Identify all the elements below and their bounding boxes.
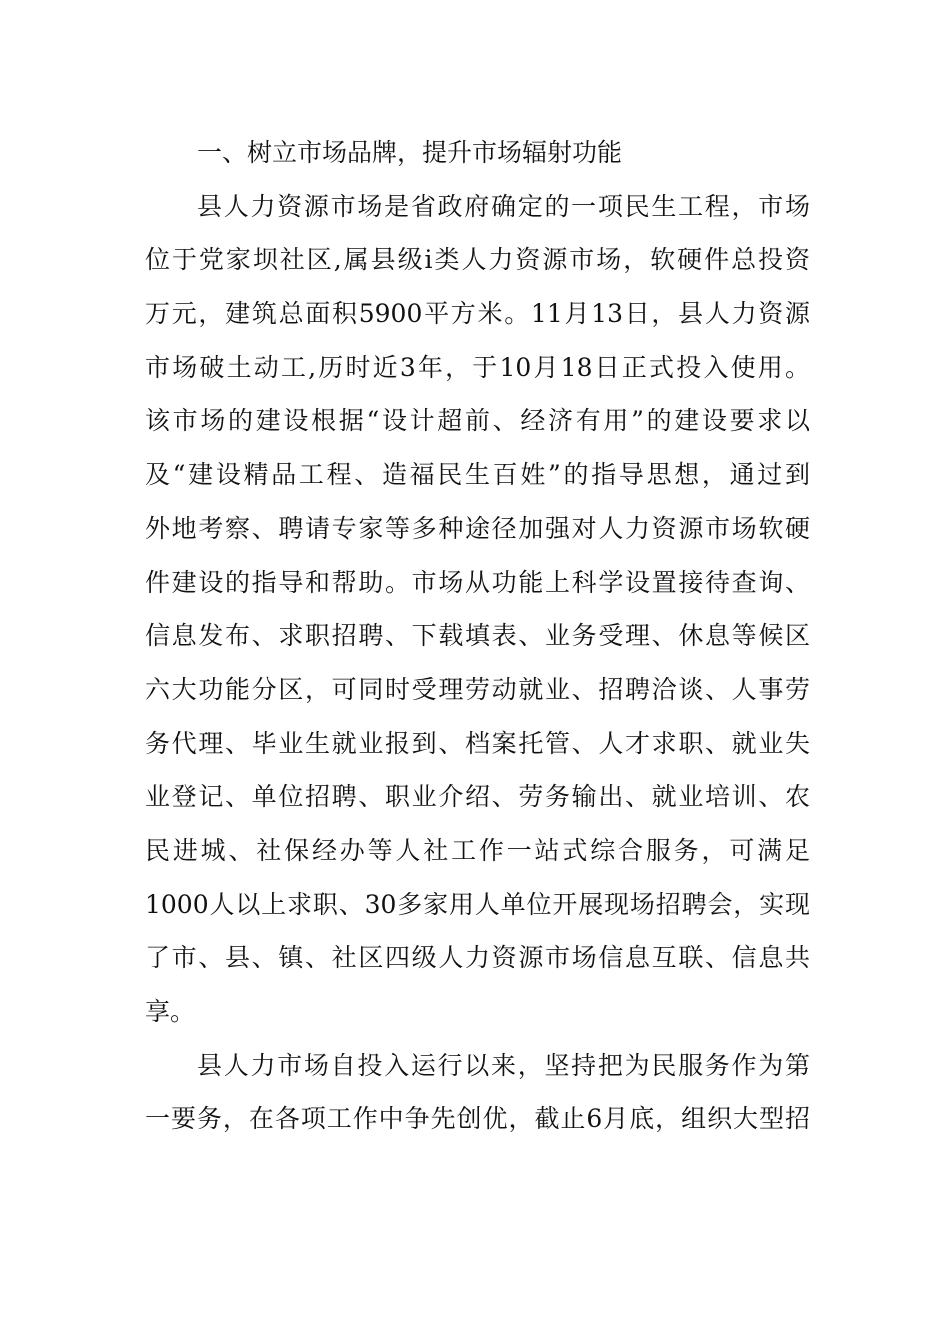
document-body xyxy=(145,126,810,1146)
paragraph-line: 及“建设精品工程、造福民生百姓”的指导思想，通过到 xyxy=(145,460,810,490)
paragraph-line: 六大功能分区，可同时受理劳动就业、招聘洽谈、人事劳 xyxy=(145,674,810,704)
section-heading: 一、树立市场品牌，提升市场辐射功能 xyxy=(197,138,623,167)
paragraph-line: 该市场的建设根据“设计超前、经济有用”的建设要求以 xyxy=(145,406,810,436)
paragraph-line: 享。 xyxy=(145,997,196,1026)
paragraph-line: 1000人以上求职、30多家用人单位开展现场招聘会，实现 xyxy=(145,889,810,919)
paragraph-line: 了市、县、镇、社区四级人力资源市场信息互联、信息共 xyxy=(145,943,810,973)
paragraph-line: 业登记、单位招聘、职业介绍、劳务输出、就业培训、农 xyxy=(145,782,810,812)
paragraph-line: 外地考察、聘请专家等多种途径加强对人力资源市场软硬 xyxy=(145,513,810,543)
paragraph-line: 县人力市场自投入运行以来，坚持把为民服务作为第 xyxy=(197,1050,810,1080)
paragraph-line: 位于党家坝社区,属县级ⅰ类人力资源市场，软硬件总投资 xyxy=(145,245,810,275)
paragraph-line: 信息发布、求职招聘、下载填表、业务受理、休息等候区 xyxy=(145,621,810,651)
paragraph-line: 务代理、毕业生就业报到、档案托管、人才求职、就业失 xyxy=(145,728,810,758)
paragraph-line: 民进城、社保经办等人社工作一站式综合服务，可满足 xyxy=(145,835,810,865)
paragraph xyxy=(145,180,810,1039)
paragraph-line: 一要务，在各项工作中争先创优，截止6月底，组织大型招 xyxy=(145,1104,810,1134)
paragraph-line: 县人力资源市场是省政府确定的一项民生工程，市场 xyxy=(197,191,810,221)
paragraph-line: 万元，建筑总面积5900平方米。11月13日，县人力资源 xyxy=(145,299,810,329)
paragraph-line: 市场破土动工,历时近3年，于10月18日正式投入使用。 xyxy=(145,352,810,382)
paragraph-line: 件建设的指导和帮助。市场从功能上科学设置接待查询、 xyxy=(145,567,810,597)
paragraph xyxy=(145,1039,810,1146)
